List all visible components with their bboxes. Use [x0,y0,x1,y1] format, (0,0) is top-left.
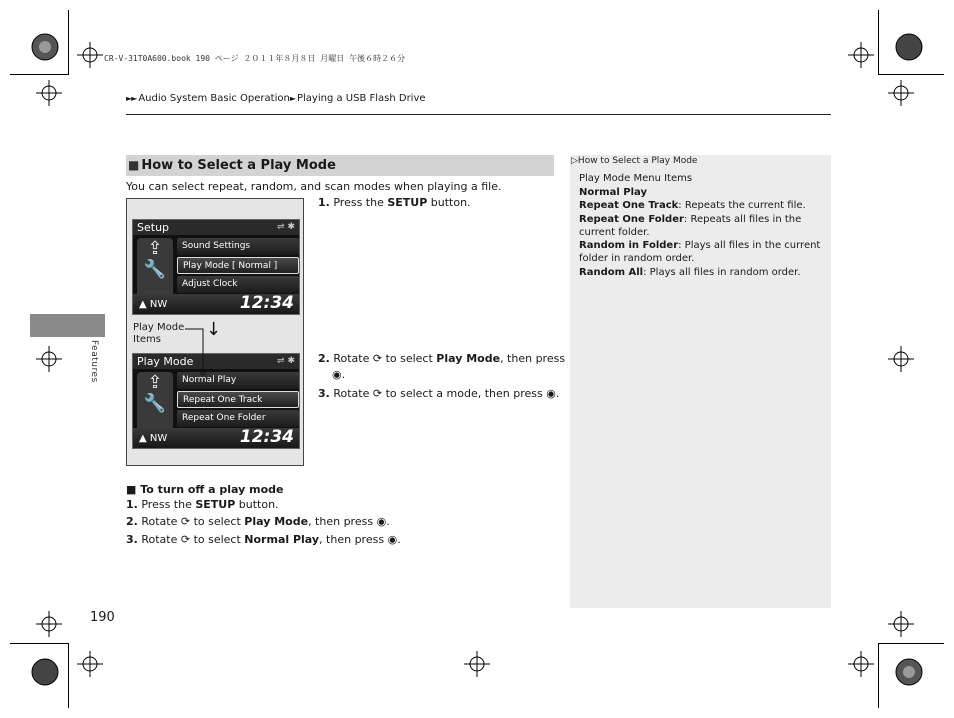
reference-icon: ▷ [571,156,578,166]
menu-item-repeat-one-track[interactable]: Repeat One Track [177,391,299,408]
sidebar-item: Random in Folder: Plays all files in the current folder in random order. [579,240,821,264]
turn-off-step-2: 2. Rotate ⟳ to select Play Mode, then press ◉. [126,515,390,528]
crosshair-icon [36,611,62,641]
crosshair-icon [36,80,62,110]
callout-leader [185,327,210,377]
wrench-icon: 🔧 [143,259,167,280]
registration-mark-icon [894,32,924,66]
step-3: 3. Rotate ⟳ to select a mode, then press ◉. [318,387,560,400]
sidebar-item: Repeat One Folder: Repeats all files in the current folder. [579,214,802,238]
compass-readout: ▲ NW [139,433,168,444]
rotate-knob-icon: ⟳ [372,387,383,400]
header-rule [126,114,831,115]
press-knob-icon: ◉ [376,515,387,528]
crosshair-icon [77,42,103,72]
sidebar-item: Normal Play [579,187,647,198]
down-arrow-icon: ↓ [206,319,222,340]
crop-line [878,643,944,644]
breadcrumb-current[interactable]: Playing a USB Flash Drive [296,93,426,104]
sidebar-item: Random All: Plays all files in random order. [579,267,801,278]
sidebar-item: Repeat One Track: Repeats the current file. [579,200,806,211]
setup-screen [132,219,300,315]
rotate-knob-icon: ⟳ [180,533,191,546]
sidebar-notes [570,155,831,608]
crosshair-icon [888,611,914,641]
crop-line [10,74,69,75]
crosshair-icon [464,651,490,681]
print-header-line: CR-V-31T0A600.book 190 ページ ２０１１年８月８日 月曜日 午後６時２６分 [104,54,406,63]
playmode-screen [132,353,300,449]
menu-item-play-mode[interactable]: Play Mode [ Normal ] [177,257,299,274]
compass-readout: ▲ NW [139,299,168,310]
playmode-screen-title: Play Mode ⇌ ✱ [133,354,299,369]
crosshair-icon [888,80,914,110]
chapter-tab-label: Features [89,340,99,383]
breadcrumb [126,93,426,104]
menu-item-repeat-one-folder[interactable]: Repeat One Folder [177,410,299,427]
breadcrumb-separator: ► [289,94,295,103]
sidebar-header: ▷How to Select a Play Mode [571,156,698,166]
press-knob-icon: ◉ [546,387,556,400]
breadcrumb-arrows: ►► [126,94,137,103]
usb-bluetooth-icon: ⇌ ✱ [277,222,295,232]
chapter-tab[interactable] [30,314,105,337]
step-1: 1. Press the SETUP button. [318,196,471,209]
crop-line [10,643,69,644]
menu-item-sound-settings[interactable]: Sound Settings [177,238,299,255]
crop-line [878,643,879,708]
crosshair-icon [36,346,62,376]
menu-item-normal-play[interactable]: Normal Play [177,372,299,389]
registration-mark-icon [30,32,60,66]
turn-off-heading: ■ To turn off a play mode [126,483,284,496]
usb-icon: ⇪ 🔧 [137,238,173,300]
section-title: How to Select a Play Mode [141,158,336,173]
section-square-icon: ■ [128,158,140,172]
usb-bluetooth-icon: ⇌ ✱ [277,356,295,366]
step-2-press-icon: ◉. [332,368,346,381]
crop-line [68,643,69,708]
crop-line [68,10,69,75]
crosshair-icon [848,651,874,681]
section-heading [126,155,554,176]
press-knob-icon: ◉ [332,368,342,381]
rotate-knob-icon: ⟳ [372,352,383,365]
crosshair-icon [848,42,874,72]
menu-item-adjust-clock[interactable]: Adjust Clock [177,276,299,293]
wrench-icon: 🔧 [143,393,167,414]
turn-off-step-3: 3. Rotate ⟳ to select Normal Play, then press ◉. [126,533,401,546]
breadcrumb-parent[interactable]: Audio System Basic Operation [138,93,290,104]
crosshair-icon [888,346,914,376]
sidebar-subtitle: Play Mode Menu Items [579,173,693,184]
page-number: 190 [90,610,115,625]
subsection-square-icon: ■ [126,483,137,496]
usb-icon: ⇪ 🔧 [137,372,173,434]
turn-off-step-1: 1. Press the SETUP button. [126,498,279,511]
registration-mark-icon [894,657,924,691]
crop-line [878,74,944,75]
callout-label: Play Mode Items [133,322,185,345]
press-knob-icon: ◉ [387,533,398,546]
clock-readout: 12:34 [239,293,294,313]
section-intro: You can select repeat, random, and scan modes when playing a file. [126,180,502,193]
registration-mark-icon [30,657,60,691]
crop-line [878,10,879,75]
rotate-knob-icon: ⟳ [180,515,191,528]
setup-screen-title: Setup ⇌ ✱ [133,220,299,235]
clock-readout: 12:34 [239,427,294,447]
step-2: 2. Rotate ⟳ to select Play Mode, then press [318,352,566,365]
crosshair-icon [77,651,103,681]
